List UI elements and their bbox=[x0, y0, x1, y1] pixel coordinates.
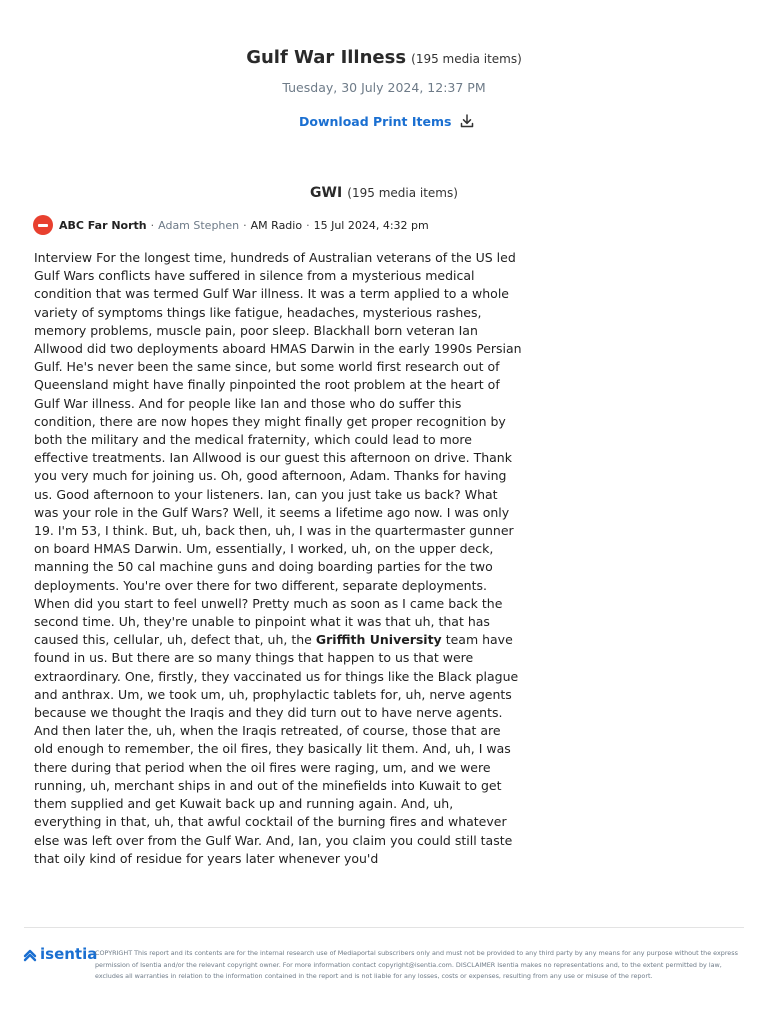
report-header bbox=[0, 47, 768, 68]
report-count: (195 media items) bbox=[411, 52, 522, 66]
download-label: Download Print Items bbox=[299, 113, 452, 129]
section-title: GWI bbox=[310, 185, 343, 201]
item-transcript bbox=[34, 249, 522, 868]
isentia-logo bbox=[22, 945, 97, 963]
transcript-text: team have found in us. But there are so many things that happen to us that were extraordinary. One, firstly, they vaccinated us for things like the Black plague and anthrax. Um, we took um, uh, prophylactic tablets for, uh, nerve agents because we thought the Iraqis and they did turn out to have nerve agents. And then later the, uh, when the Iraqis retreated, of course, those that are old enough to remember, the oil fires, they basically lit them. And, uh, I was there during that period when the oil fires were raging, um, and we were running, uh, merchant ships in and out of the minefields into Kuwait to get them supplied and get Kuwait back up and running again. And, uh, everything in that, uh, that awful cocktail of the burning fires and whatever else was left over from the Gulf War. And, Ian, you claim you could still taste that oily kind of residue for years later whenever you'd bbox=[34, 632, 519, 866]
section-count: (195 media items) bbox=[347, 186, 458, 200]
item-source: ABC Far North bbox=[59, 218, 147, 232]
meta-separator: · bbox=[150, 218, 155, 232]
download-icon bbox=[459, 113, 475, 129]
footer-divider bbox=[24, 927, 744, 928]
transcript-text: Interview For the longest time, hundreds of Australian veterans of the US led Gulf Wars conflicts have suffered in silence from a mysterious medical condition that was termed Gulf War illness. It was a term applied to a whole variety of symptoms things like fatigue, headaches, mysterious rashes, memory problems, muscle pain, poor sleep. Blackhall born veteran Ian Allwood did two deployments aboard HMAS Darwin in the early 1990s Persian Gulf. He's never been the same since, but some world first research out of Queensland might have finally pinpointed the root problem at the heart of Gulf War illness. And for people like Ian and those who do suffer this condition, there are now hopes they might finally get proper recognition by both the military and the medical fraternity, which could lead to more effective treatments. Ian Allwood is our guest this afternoon on drive. Thank you very much for joining us. Oh, good afternoon, Adam. Thanks for having us. Good afternoon to your listeners. Ian, can you just take us back? What was your role in the Gulf Wars? Well, it seems a lifetime ago now. I was only 19. I'm 53, I think. But, uh, back then, uh, I was in the quartermaster gunner on board HMAS Darwin. Um, essentially, I worked, uh, on the upper deck, manning the 50 cal machine guns and doing boarding parties for the two deployments. You're over there for two different, separate deployments. When did you start to feel unwell? Pretty much as soon as I came back the second time. Uh, they're unable to pinpoint what it was that uh, that has caused this, cellular, uh, defect that, uh, the bbox=[34, 250, 522, 648]
item-datetime: 15 Jul 2024, 4:32 pm bbox=[313, 218, 429, 232]
section-header bbox=[0, 182, 768, 201]
brand-name: isentia bbox=[40, 945, 98, 963]
footer-disclaimer: COPYRIGHT This report and its contents are for the internal research use of Mediaportal subscribers only and must not be provided to any third party by any means for any purpose without the express permission of Isentia and/or the relevant copyright owner. For more information contact copyright@isentia.com. DISCLAIMER Isentia makes no representations and, to the extent permitted by law, excludes all warranties in relation to the information contained in the report and is not liable for any losses, costs or expenses, resulting from any use or misuse of the report. bbox=[95, 949, 738, 980]
report-title: Gulf War Illness bbox=[246, 47, 407, 68]
item-meta bbox=[33, 215, 429, 235]
meta-separator: · bbox=[243, 218, 247, 232]
download-print-items-button[interactable] bbox=[299, 113, 475, 129]
transcript-highlight: Griffith University bbox=[315, 632, 442, 648]
abc-logo-icon bbox=[33, 215, 53, 235]
item-medium: AM Radio bbox=[250, 218, 303, 232]
meta-separator: · bbox=[306, 218, 310, 232]
item-author[interactable]: Adam Stephen bbox=[158, 218, 240, 232]
isentia-logo-icon bbox=[22, 946, 38, 962]
report-date: Tuesday, 30 July 2024, 12:37 PM bbox=[282, 80, 486, 95]
